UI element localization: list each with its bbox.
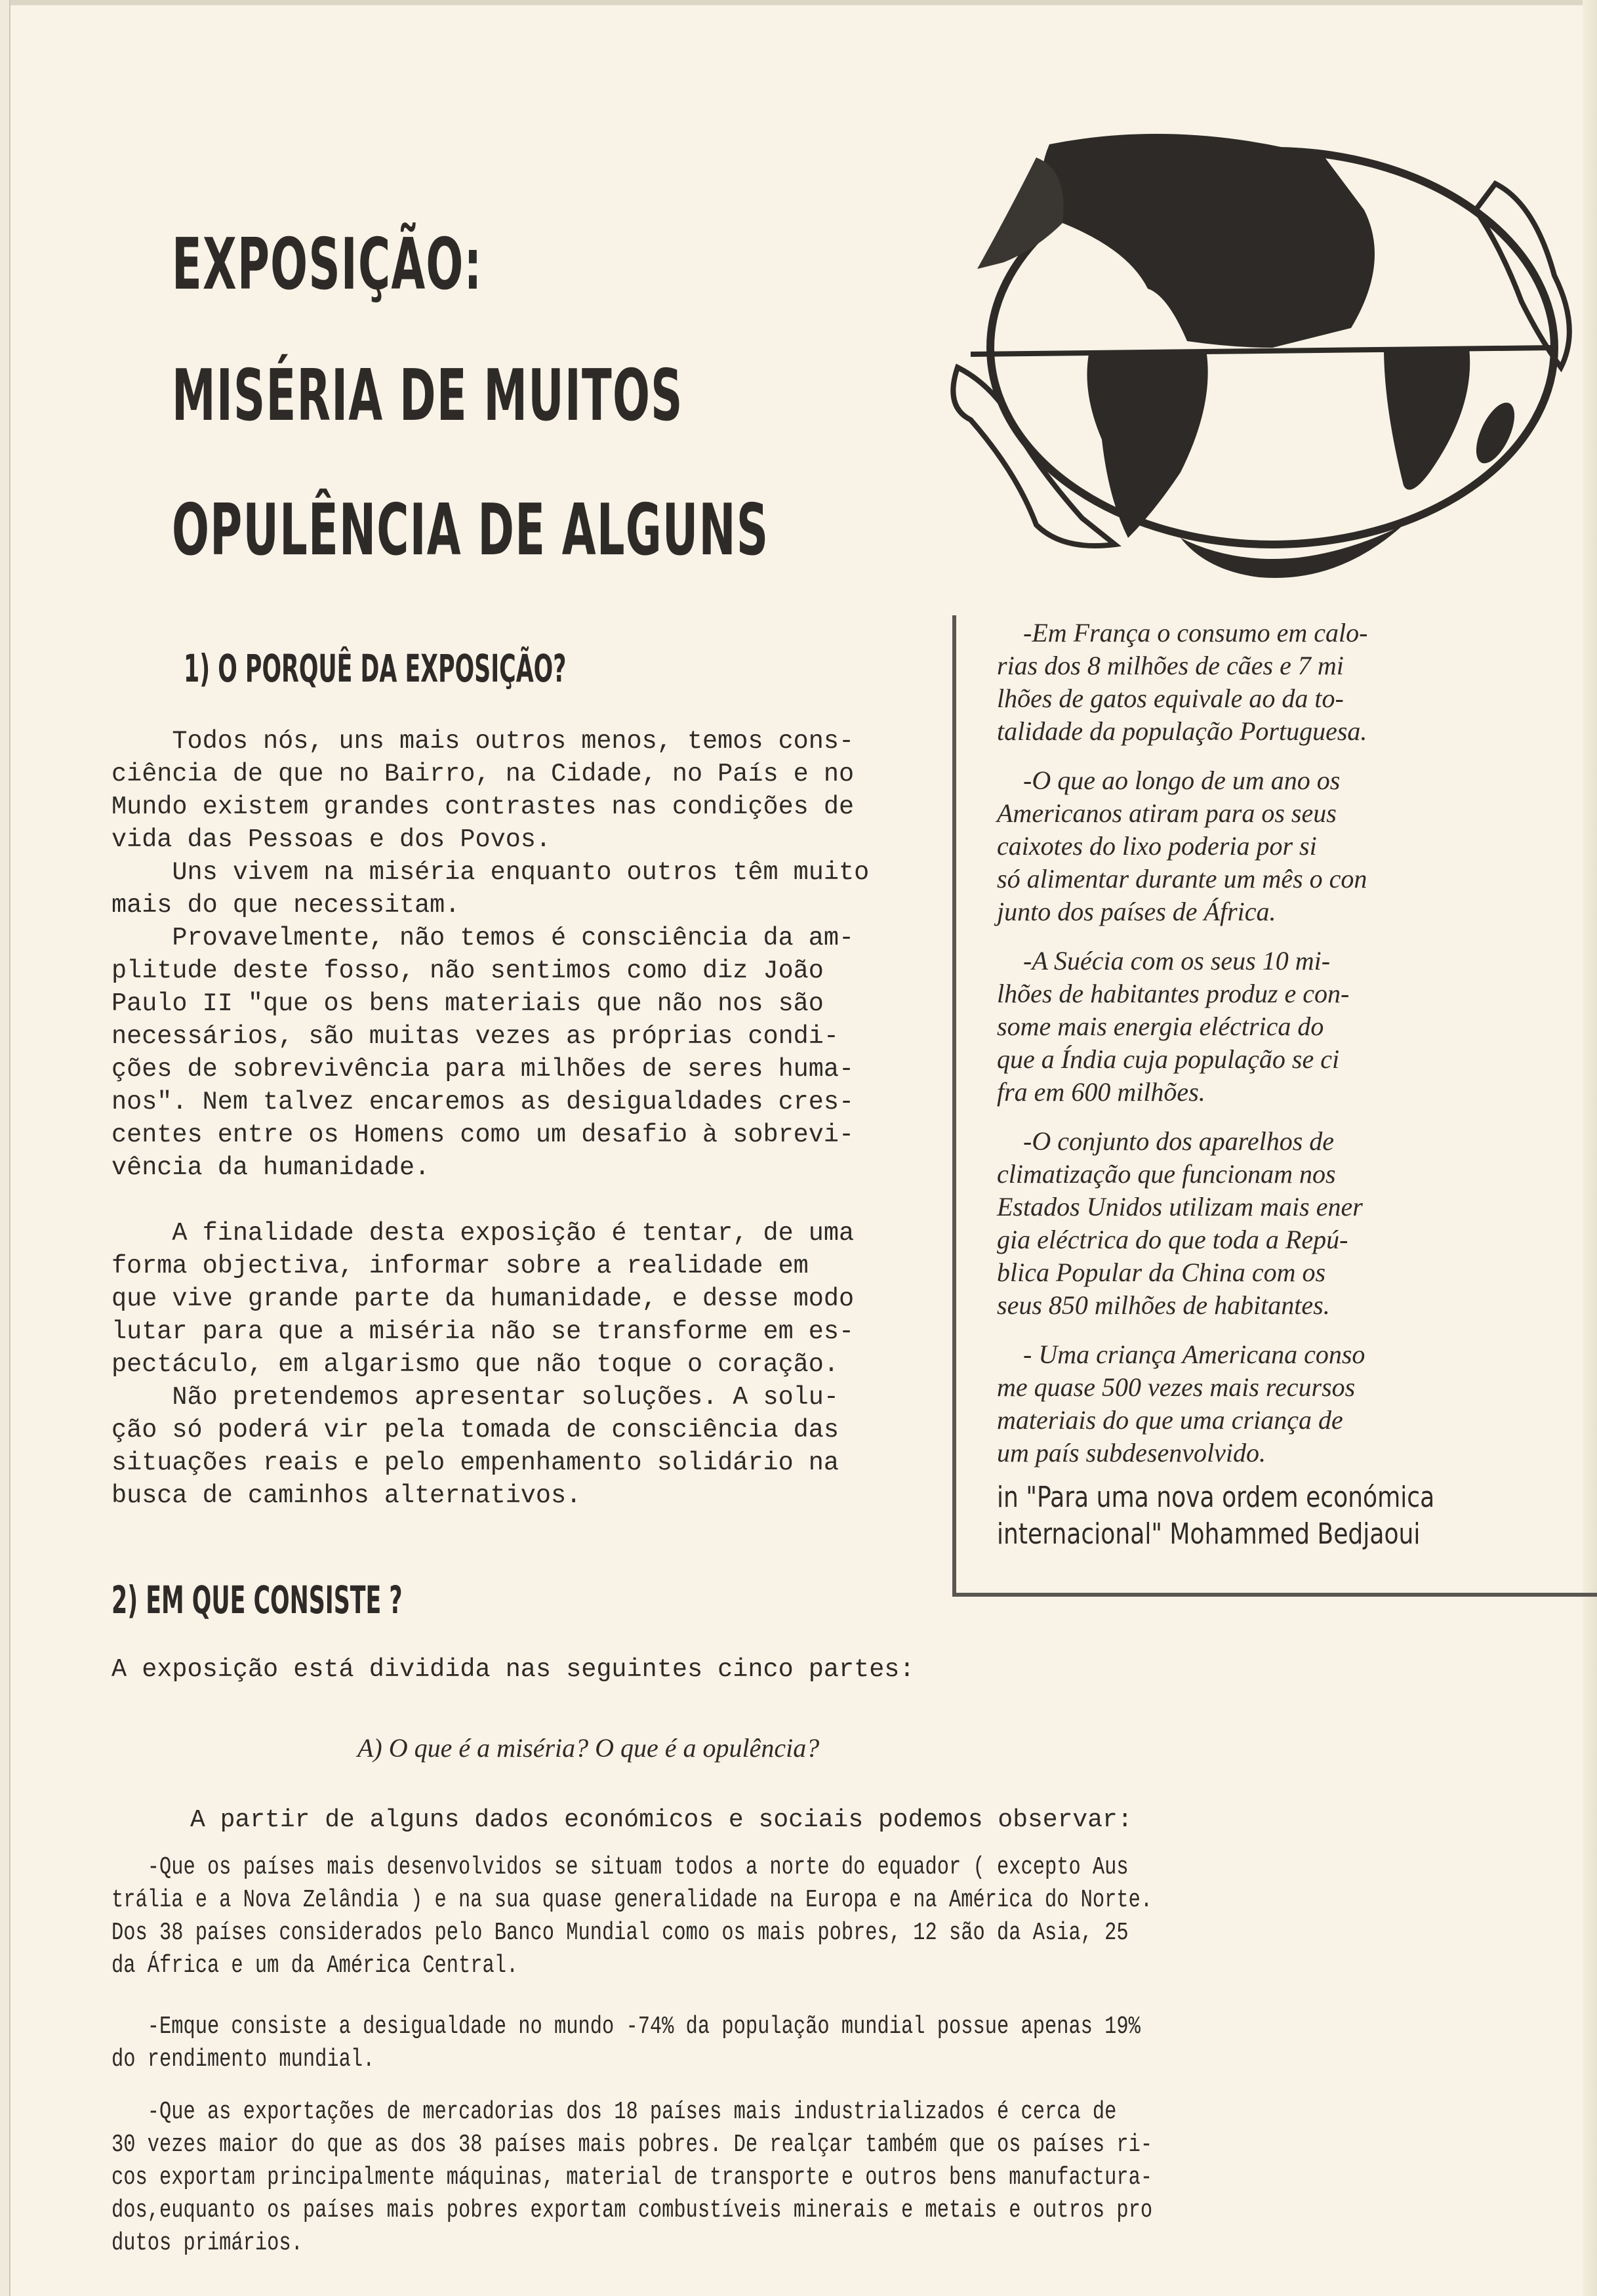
page-title-line-3: OPULÊNCIA DE ALGUNS (172, 489, 769, 571)
section-1-body: Todos nós, uns mais outros menos, temos cons- ciência de que no Bairro, na Cidade, no País e no Mundo existem grandes contrastes nas condições de vida das Pessoas e dos Povos. Uns vivem na miséria enquanto outros têm muito mais do que necessitam. Provavelmente, não temos é consciência da am- plitude deste fosso, não sentimos como diz João Paulo II "que os bens materiais que não nos são necessários, são muitas vezes as próprias condi- ções de sobrevivência para milhões de seres huma- nos". Nem talvez encaremos as desigualdades cres- centes entre os Homens como um desafio à sobrevi- vência da humanidade. A finalidade desta exposição é tentar, de uma forma objectiva, informar sobre a realidade em que vive grande parte da humanidade, e desse modo lutar para que a miséria não se transforme em es- pectáculo, em algarismo que não toque o coração. Não pretendemos apresentar soluções. A solu- ção só poderá vir pela tomada de consciência das situações reais e pelo empenhamento solidário na busca de caminhos alternativos. (111, 727, 870, 1510)
fact-americans-waste: -O que ao longo de um ano os Americanos atiram para os seus caixotes do lixo poderia por si só alimentar durante um mês o con junto dos países de África. (997, 766, 1367, 926)
fact-air-conditioning: -O conjunto dos aparelhos de climatização que funcionam nos Estados Unidos utilizam mais ener gia eléctrica do que toda a Repú- blica Popular da China com os seus 850 milhões de habitantes. (997, 1126, 1363, 1320)
globe-icon (931, 131, 1594, 590)
fact-american-child: - Uma criança Americana conso me quase 500 vezes mais recursos materiais do que uma criança de um país subdesenvolvido. (997, 1340, 1365, 1467)
section-1-heading: 1) O PORQUÊ DA EXPOSIÇÃO? (184, 646, 567, 691)
page-left-edge (0, 0, 10, 2296)
page-top-edge (0, 0, 1597, 5)
fact-france: -Em França o consumo em calo- rias dos 8 milhões de cães e 7 mi lhões de gatos equivale ao da to- talidade da população Portuguesa. (997, 618, 1368, 746)
point-developed-countries: -Que os países mais desenvolvidos se situam todos a norte do equador ( excepto Aus trália e a Nova Zelândia ) e na sua quase generalidade na Europa e na América do Norte. Dos 38 países considerados pelo Banco Mundial como os mais pobres, 12 são da Asia, 25 da África e um da América Central. (111, 1853, 1153, 1980)
page-title-line-2: MISÉRIA DE MUITOS (172, 355, 683, 437)
point-exports: -Que as exportações de mercadorias dos 18 países mais industrializados é cerca de 30 vezes maior do que as dos 38 países mais pobres. De realçar também que os países ri- cos exportam principalmente máquinas, material de transporte e outros bens manufactura- dos,euquanto os países mais pobres exportam combustíveis minerais e metais e outros pro dutos primários. (111, 2098, 1153, 2257)
page-title-line-1: EXPOSIÇÃO: (172, 224, 483, 306)
section-2-heading: 2) EM QUE CONSISTE ? (111, 1578, 403, 1622)
fact-sweden: -A Suécia com os seus 10 mi- lhões de habitantes produz e con- some mais energia eléctrica do que a Índia cuja população se ci fra em 600 milhões. (997, 946, 1350, 1107)
point-inequality: -Emque consiste a desigualdade no mundo -74% da população mundial possue apenas 19% do rendimento mundial. (111, 2013, 1141, 2074)
part-a-title: A) O que é a miséria? O que é a opulência? (357, 1733, 820, 1763)
section-2-lead: A partir de alguns dados económicos e sociais podemos observar: (190, 1806, 1133, 1834)
facts-source: in "Para uma nova ordem económica internacional" Mohammed Bedjaoui (997, 1481, 1435, 1551)
section-2-intro: A exposição está dividida nas seguintes cinco partes: (111, 1655, 915, 1684)
